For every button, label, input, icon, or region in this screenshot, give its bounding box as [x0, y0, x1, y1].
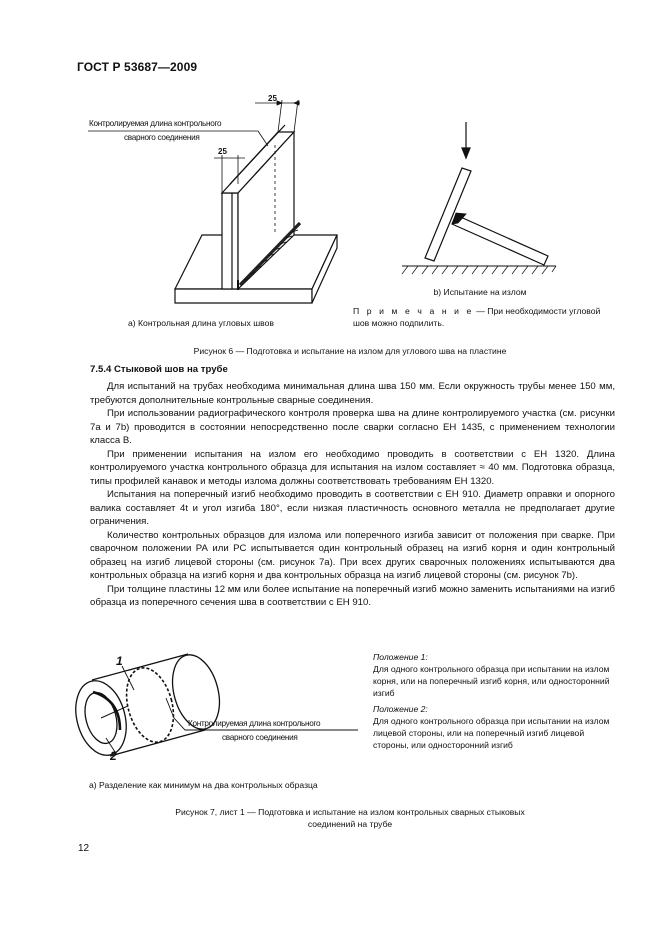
fig6-caption-b: b) Испытание на излом: [433, 287, 527, 297]
paragraph: При использовании радиографического контроля проверка шва на длине контролируемого участка (см. рисунки 7а и 7b) проводится в состоянии непосредственно после сварки согласно ЕН 1435, с применением технологии класса В.: [90, 408, 615, 446]
fig7-leader-label-2: сварного соединения: [222, 733, 298, 742]
fig6-title: Рисунок 6 — Подготовка и испытание на излом для углового шва на пластине: [193, 346, 507, 356]
document-header: ГОСТ Р 53687—2009: [77, 60, 198, 74]
fig6-note-text: — При необходимости угловой шов можно подпилить.: [353, 306, 601, 328]
fig6-caption-a: а) Контрольная длина угловых швов: [128, 318, 274, 328]
paragraph: Для испытаний на трубах необходима минимальная длина шва 150 мм. Если окружность трубы менее 150 мм, требуются дополнительные контрольные сварные соединения.: [90, 381, 615, 406]
section-title: 7.5.4 Стыковой шов на трубе: [90, 364, 228, 375]
fig7-marker-1: 1: [116, 654, 123, 668]
fig7-caption-a: а) Разделение как минимум на два контрольных образца: [89, 780, 318, 790]
fig6-leader-label-2: сварного соединения: [124, 133, 200, 142]
fig6-note-prefix: П р и м е ч а н и е: [353, 306, 474, 316]
paragraph: При применении испытания на излом его необходимо проводить в соответствии с ЕН 1320. Длина контролируемого участка контрольного образца для испытания на излом составляет ≈ 40 мм. Подготовка образца, типы профилей канавок и методы излома должны соответствовать требованиям ЕН 1320.: [90, 448, 615, 487]
fig6-leader-label-1: Контролируемая длина контрольного: [89, 119, 222, 128]
fig7-leader-label-1: Контролируемая длина контрольного: [188, 719, 321, 728]
paragraph: Количество контрольных образцов для излома или поперечного изгиба зависит от положения при сварке. При сварочном положении РА или РС испытывается один контрольный образец на изгиб корня и один контрольный образец на изгиб лицевой стороны (см. рисунок 7а). При всех других сварочных положениях испытываются два контрольных образца на изгиб корня и два контрольных образца на изгиб лицевой стороны (см. рисунок 7b).: [90, 529, 615, 581]
fig6-dim-top: 25: [268, 94, 277, 103]
position2-text: Для одного контрольного образца при испытании на излом лицевой стороны, или на поперечный изгиб лицевой стороны, или односторонний изгиб: [373, 716, 610, 750]
position1-text: Для одного контрольного образца при испытании на излом корня, или на поперечный изгиб корня, или односторонний изгиб: [373, 664, 610, 698]
fig6-dim-side: 25: [218, 147, 227, 156]
paragraph: При толщине пластины 12 мм или более испытание на поперечный изгиб можно заменить испытаниями на изгиб образца из поперечного сечения шва в соответствии с ЕН 910.: [90, 583, 615, 608]
fig7-title-2: соединений на трубе: [307, 819, 393, 829]
fig7-title-1: Рисунок 7, лист 1 — Подготовка и испытание на излом контрольных сварных стыковых: [175, 807, 525, 817]
position1-title: Положение 1:: [373, 652, 428, 662]
position-legend: [373, 651, 613, 751]
position2-title: Положение 2:: [373, 704, 428, 714]
weld-seam: [119, 663, 181, 748]
page-number: 12: [78, 843, 90, 854]
fig7-marker-2: 2: [110, 749, 117, 763]
paragraph: Испытания на поперечный изгиб необходимо проводить в соответствии с ЕН 910. Диаметр оправки и опорного валика составляет 4t и угол изгиба 180°, если низкая пластичность основного металла не предполагает другие ограничения.: [90, 489, 615, 527]
